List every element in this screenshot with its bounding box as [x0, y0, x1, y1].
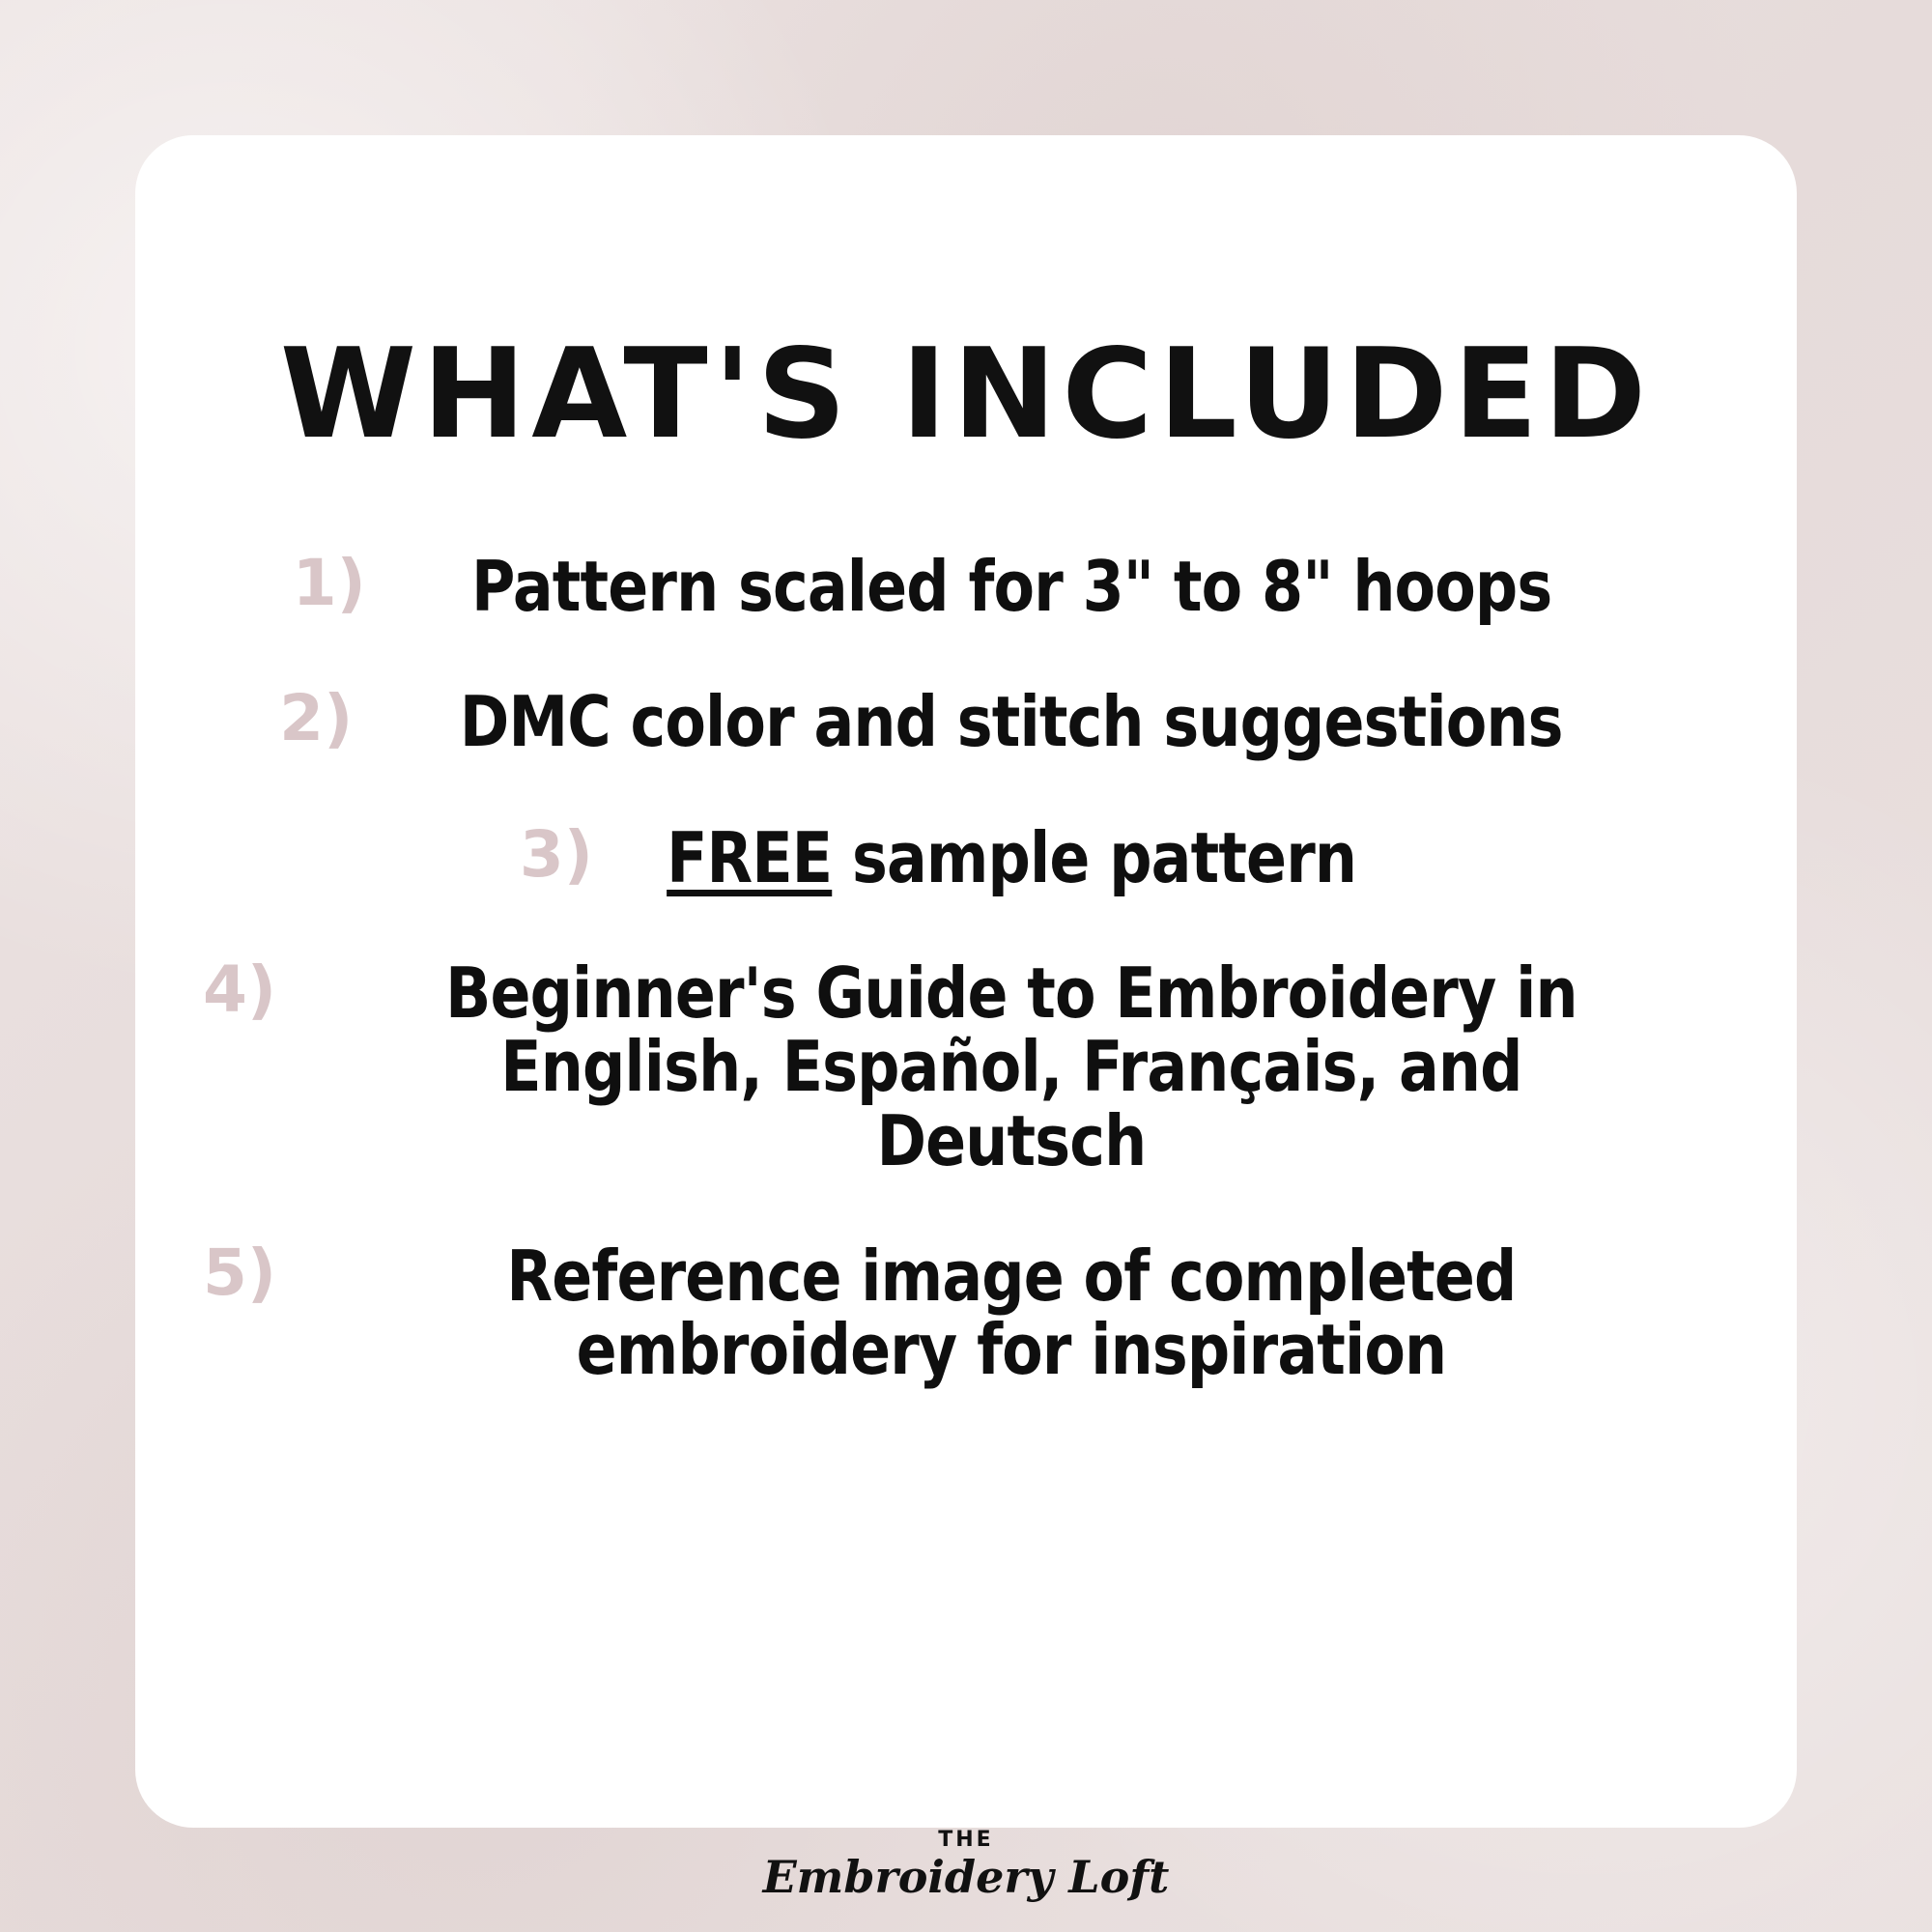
brand-footer — [0, 1828, 1932, 1903]
footer-brand-name: Embroidery Loft — [762, 1851, 1170, 1903]
list-item — [203, 1235, 1729, 1391]
list-item — [203, 681, 1729, 763]
list-item-number: 1) — [292, 546, 366, 620]
included-list — [203, 546, 1729, 1449]
list-item-label: Pattern scaled for 3" to 8" hoops — [470, 546, 1552, 627]
list-item-number: 2) — [279, 681, 354, 756]
list-item — [203, 816, 1729, 898]
list-item — [203, 952, 1729, 1181]
list-item-label: DMC color and stitch suggestions — [460, 681, 1563, 763]
list-item-label: Reference image of completed embroidery for inspiration — [506, 1235, 1517, 1391]
list-item-label — [667, 816, 1357, 898]
list-item-number: 5) — [203, 1235, 277, 1310]
free-emphasis: FREE — [667, 816, 833, 898]
list-item-number: 3) — [519, 816, 593, 892]
footer-prefix: THE — [938, 1828, 994, 1852]
list-item-label-rest: sample pattern — [832, 816, 1357, 898]
list-item — [203, 546, 1729, 627]
list-item-number: 4) — [203, 952, 277, 1027]
page-title: WHAT'S INCLUDED — [279, 323, 1653, 467]
content-card — [135, 135, 1797, 1828]
list-item-label: Beginner's Guide to Embroidery in English, Español, Français, and Deutsch — [445, 952, 1577, 1181]
